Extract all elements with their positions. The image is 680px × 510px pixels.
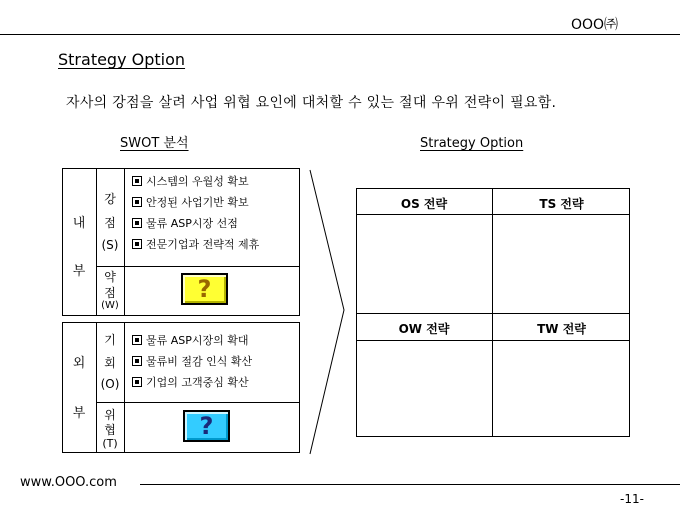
strategy-header-divider-top (356, 214, 630, 215)
strategy-header-divider-bottom (356, 340, 630, 341)
external-divider-2 (124, 322, 125, 453)
threat-char-1: 위 (104, 408, 116, 422)
internal-row-divider (96, 266, 300, 267)
weakness-char-1: 약 (104, 270, 116, 284)
checkbox-icon (132, 197, 142, 207)
checkbox-icon (132, 239, 142, 249)
chevron-arrow-icon (308, 168, 352, 458)
weakness-placeholder-box: ? (181, 273, 228, 305)
opportunity-char-1: 기 (104, 333, 116, 347)
tw-strategy-header: TW 전략 (537, 322, 586, 336)
footer-divider (140, 484, 680, 485)
strength-char-2: 점 (104, 216, 116, 230)
internal-divider-2 (124, 168, 125, 316)
threat-placeholder-box: ? (183, 410, 230, 442)
opportunity-item: 기업의 고객중심 확산 (132, 374, 249, 390)
weakness-char-2: 점 (104, 286, 116, 300)
page-subtitle: 자사의 강점을 살려 사업 위협 요인에 대처할 수 있는 절대 우위 전략이 필요함. (66, 95, 557, 111)
strength-item: 시스템의 우월성 확보 (132, 173, 249, 189)
internal-label-top: 내 (72, 216, 86, 231)
checkbox-icon (132, 377, 142, 387)
checkbox-icon (132, 218, 142, 228)
external-label-bottom: 부 (72, 406, 86, 421)
checkbox-icon (132, 356, 142, 366)
external-row-divider (96, 402, 300, 403)
strength-item: 물류 ASP시장 선점 (132, 215, 238, 231)
internal-label-bottom: 부 (72, 264, 86, 279)
header-divider (0, 34, 680, 35)
os-strategy-header: OS 전략 (400, 197, 448, 211)
checkbox-icon (132, 335, 142, 345)
page-number: -11- (620, 492, 644, 506)
external-label-top: 외 (72, 356, 86, 371)
ow-strategy-header: OW 전략 (398, 322, 450, 336)
threat-char-3: (T) (102, 437, 118, 450)
strength-item: 전문기업과 전략적 제휴 (132, 236, 259, 252)
opportunity-item: 물류 ASP시장의 확대 (132, 332, 249, 348)
company-name: OOO㈜ (570, 17, 618, 33)
opportunity-char-2: 회 (104, 356, 116, 370)
weakness-char-3: (W) (101, 300, 119, 311)
strength-char-3: (S) (101, 238, 119, 252)
opportunity-char-3: (O) (100, 377, 120, 391)
page-title: Strategy Option (58, 50, 186, 69)
ts-strategy-header: TS 전략 (539, 197, 584, 211)
footer-url: www.OOO.com (20, 475, 117, 490)
opportunity-item: 물류비 절감 인식 확산 (132, 353, 252, 369)
threat-char-2: 협 (104, 423, 116, 437)
strength-char-1: 강 (104, 192, 116, 206)
strategy-mid-divider (356, 313, 630, 314)
strategy-title: Strategy Option (420, 136, 524, 151)
strength-item: 안정된 사업기반 확보 (132, 194, 249, 210)
checkbox-icon (132, 176, 142, 186)
swot-title: SWOT 분석 (120, 136, 189, 151)
